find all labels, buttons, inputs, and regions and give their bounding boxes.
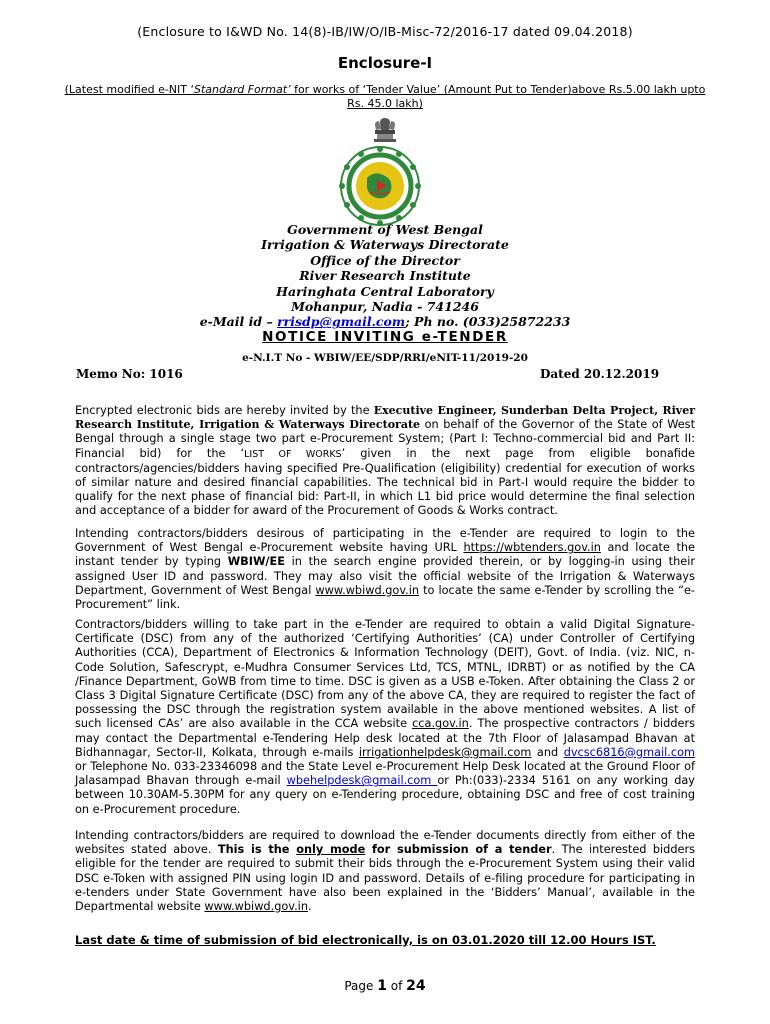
wbehelpdesk-email-link[interactable]: wbehelpdesk@gmail.com: [286, 774, 438, 788]
org-government: Government of West Bengal: [287, 222, 483, 237]
cca-link[interactable]: cca.gov.in: [412, 717, 469, 731]
helpdesk-email-link[interactable]: irrigationhelpdesk@gmail.com: [358, 745, 532, 759]
p2-search-keyword: WBIW/EE: [227, 555, 285, 569]
org-email-link[interactable]: rrisdp@gmail.com: [277, 314, 406, 330]
page-label: Page: [344, 979, 378, 993]
subtitle-pre: (Latest modified e-NIT ‘: [64, 83, 194, 96]
p4-bold-2: for submission of a tender: [365, 843, 552, 857]
p2-text: Intending contractors/bidders desirous of participating in the e-Tender are required to login to the Government of West Bengal e-Procurement website having URL: [75, 527, 695, 555]
paragraph-dsc: [75, 618, 695, 817]
p1-text: Encrypted electronic bids are hereby invited by the: [75, 404, 374, 417]
org-contact: [0, 314, 770, 329]
page-total: 24: [406, 978, 426, 994]
page-of: of: [386, 979, 407, 993]
p1-text-3: ’ given in the next page from eligible bonafide contractors/agencies/bidders having specified Pre-Qualification (eligibility) credential for execution of works of similar nature and desired financial capabilities. The technical bid in Part-I would require the bidder to qualify for the next phase of financial bid: Part-II, in which L1 bid price would determine the final selection and acceptance of a bidder for award of the Procurement of Goods & Works contract.: [75, 446, 695, 518]
email-label: e-Mail id –: [199, 314, 278, 330]
org-directorate: Irrigation & Waterways Directorate: [261, 237, 509, 253]
west-bengal-seal-icon: [337, 146, 423, 226]
p4-only-mode: only mode: [296, 843, 366, 857]
notice-title: NOTICE INVITING e-TENDER: [262, 329, 508, 345]
p3-text-5: or Ph:(033)-2334 5161 on any working day between 10.30AM-5.30PM for any query on e-Tendering procedure, obtaining DSC and free of cost training on e-Procurement procedure.: [75, 774, 695, 816]
p3-text-2: . The prospective contractors / bidders may contact the Departmental e-Tendering Help desk located at the 7th Floor of Jalasampad Bhavan at Bidhannagar, Sector-II, Kolkata, through e-mails: [75, 717, 695, 759]
organization-header: [0, 222, 770, 330]
org-laboratory: Haringhata Central Laboratory: [276, 283, 494, 299]
org-address: Mohanpur, Nadia - 741246: [291, 299, 479, 315]
dvcsc-email-link[interactable]: dvcsc6816@gmail.com: [563, 745, 696, 759]
p2-text-3: in the search engine provided therein, or by logging-in using their assigned User ID and password. They may also visit the official website of the Irrigation & Waterways Department, Government of West Bengal: [75, 555, 696, 597]
p3-text: Contractors/bidders willing to take part in the e-Tender are required to obtain a valid Digital Signature-Certificate (DSC) from any of the authorized ‘Certifying Authorities’ (CA) under Controller of Certifying Authorities (CCA), Department of Electronics & Information Technology (DEIT), Govt. of India. (viz. NIC, n-Code Solution, Safescrypt, e-Mudhra Consumer Services Ltd, TCS, MTNL, IDRBT) or as notified by the CA /Finance Department, GoWB from time to time. DSC is given as a USB e-Token. After obtaining the Class 2 or Class 3 Digital Signature Certificate (DSC) from any of the above CA, they are required to register the fact of possessing the DSC through the registration system available in the above mentioned websites. A list of such licensed CAs’ are also available in the CCA website: [75, 618, 695, 731]
paragraph-login: [75, 527, 695, 612]
enclosure-title: Enclosure-I: [337, 54, 433, 72]
p4-text-2: . The interested bidders eligible for the tender are required to submit their bids through the e-Procurement System using their valid DSC e-Token with assigned PIN using login ID and password. Details of e-filing procedure for participating in e-tenders under State Government have also been explained in the ‘Bidders’ Manual’, available in the Departmental website: [75, 843, 695, 914]
org-office: Office of the Director: [310, 252, 460, 268]
p1-text-2: on behalf of the Governor of the State of West Bengal through a single stage two part e-Procurement System; (Part I: Techno-commercial bid and Part II: Financial bid) for the ‘: [75, 418, 696, 460]
wbtenders-link[interactable]: https://wbtenders.gov.in: [463, 541, 601, 555]
p4-text-3: .: [307, 900, 312, 914]
subtitle-italic: Standard Format’: [194, 83, 291, 96]
document-subtitle: [64, 83, 706, 111]
org-phone: ; Ph no. (033)25872233: [405, 314, 571, 330]
org-institute: River Research Institute: [299, 268, 471, 284]
deadline-text: Last date & time of submission of bid electronically, is on 03.01.2020 till 12.00 Hours IST: [75, 933, 652, 947]
submission-deadline: [75, 933, 695, 947]
p1-authority: Executive Engineer, Sunderban Delta Project, River Research Institute, Irrigation & Waterways Directorate: [75, 404, 695, 432]
nit-number: e-N.I.T No - WBIW/EE/SDP/RRI/eNIT-11/2019-20: [242, 352, 528, 364]
paragraph-invitation: [75, 404, 695, 519]
enclosure-reference: (Enclosure to I&WD No. 14(8)-IB/IW/O/IB-Misc-72/2016-17 dated 09.04.2018): [137, 24, 633, 39]
wbiwd-link-2[interactable]: www.wbiwd.gov.in: [204, 900, 308, 914]
paragraph-download: [75, 829, 695, 914]
p3-text-3: and: [531, 745, 564, 759]
national-emblem-icon: [369, 117, 401, 145]
page-footer: [0, 978, 770, 994]
memo-number: Memo No: 1016: [76, 367, 183, 381]
p2-text-4: to locate the same e-Tender by scrolling the “e-Procurement” link.: [75, 583, 695, 612]
memo-date: Dated 20.12.2019: [540, 367, 660, 381]
deadline-period: .: [651, 933, 656, 947]
p2-text-2: and locate the instant tender by typing: [75, 541, 695, 569]
p4-text: Intending contractors/bidders are required to download the e-Tender documents directly from either of the websites stated above.: [75, 829, 695, 857]
p1-list-of-works: LIST OF WORKS: [244, 448, 342, 460]
wbiwd-link[interactable]: www.wbiwd.gov.in: [315, 583, 420, 597]
p4-bold-1: This is the: [217, 843, 297, 857]
p3-text-4: or Telephone No. 033-23346098 and the State Level e-Procurement Help Desk located at the Ground Floor of Jalasampad Bhavan through e-mail: [75, 760, 695, 788]
subtitle-post: for works of ‘Tender Value’ (Amount Put to Tender)above Rs.5.00 lakh upto Rs. 45.0 lakh): [290, 83, 706, 110]
page-number: 1: [377, 978, 387, 994]
